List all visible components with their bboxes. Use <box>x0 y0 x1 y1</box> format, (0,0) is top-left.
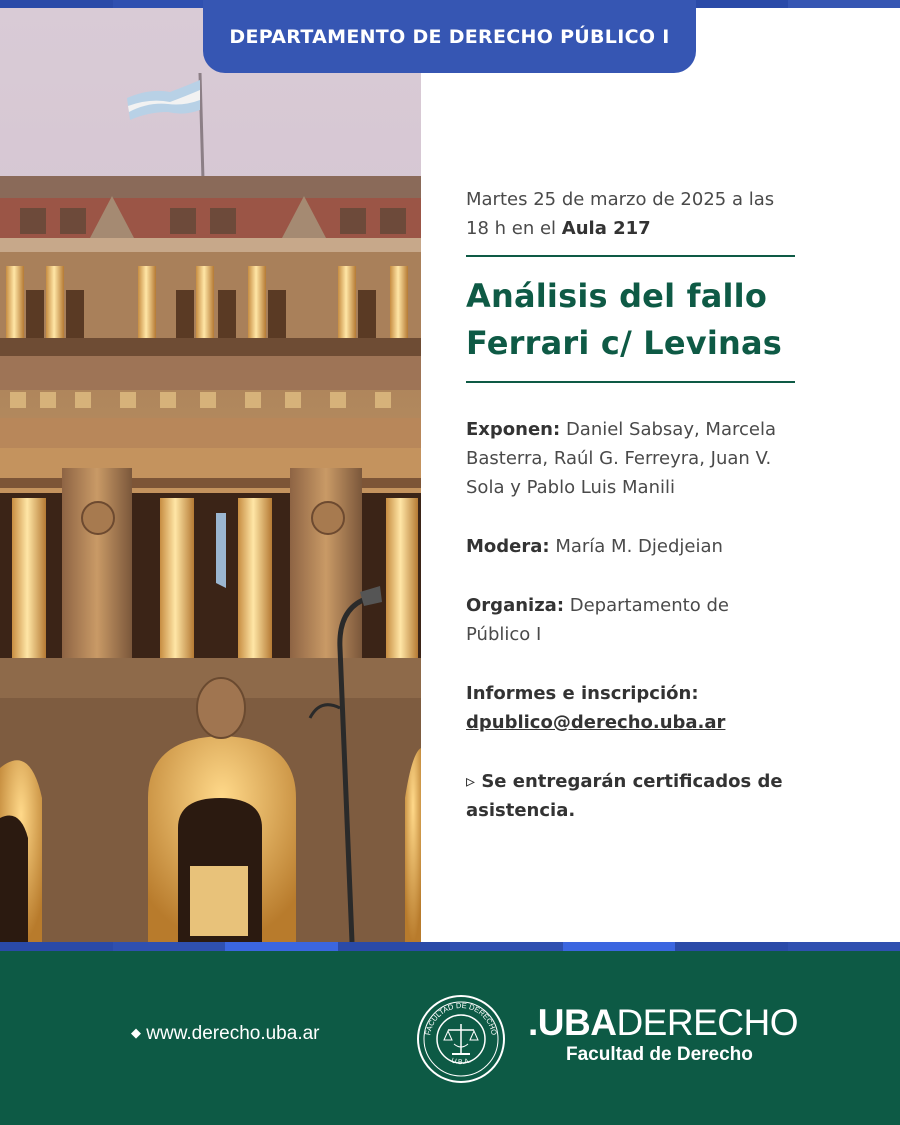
moderator-label: Modera: <box>466 536 550 557</box>
department-header-tab <box>203 0 696 73</box>
certificate-text: Se entregarán certificados de asistencia. <box>466 771 783 821</box>
diamond-bullet-icon: ◆ <box>131 1025 141 1040</box>
title-rule-bottom <box>466 381 795 383</box>
contact-email-link[interactable]: dpublico@derecho.uba.ar <box>466 712 726 733</box>
information-label: Informes e inscripción: <box>466 683 699 704</box>
brand-prefix: .UBA <box>528 1002 617 1043</box>
footer <box>0 951 900 1125</box>
organizer-label: Organiza: <box>466 595 565 616</box>
brand-name: DERECHO <box>616 1002 798 1043</box>
department-title: DEPARTAMENTO DE DERECHO PÚBLICO I <box>229 25 670 48</box>
brand-subtitle: Facultad de Derecho <box>566 1044 753 1065</box>
speakers-list: Daniel Sabsay, Marcela Basterra, Raúl G. Ferreyra, Juan V. Sola y Pablo Luis Manili <box>466 419 776 498</box>
event-date-text: Martes 25 de marzo de 2025 a las 18 h en el <box>466 189 775 239</box>
information <box>466 679 796 737</box>
speakers <box>466 415 796 502</box>
seal-bottom-text: U.B.A. <box>450 1057 472 1067</box>
event-title-line2: Ferrari c/ Levinas <box>466 324 783 362</box>
event-details-column <box>466 185 796 825</box>
website-link[interactable]: www.derecho.uba.ar <box>146 1023 320 1044</box>
seal-top-text: FACULTAD DE DERECHO <box>423 1000 499 1036</box>
moderator-name: María M. Djedjeian <box>555 536 723 557</box>
certificate-note <box>466 767 796 825</box>
event-room: Aula 217 <box>561 218 651 239</box>
brand-wordmark <box>528 1003 798 1043</box>
moderator <box>466 532 796 561</box>
title-rule-top <box>466 255 795 257</box>
faculty-seal-logo <box>416 994 506 1084</box>
speakers-label: Exponen: <box>466 419 561 440</box>
triangle-bullet-icon: ▹ <box>466 771 476 792</box>
event-date <box>466 185 796 243</box>
website <box>131 1023 320 1045</box>
uba-derecho-logo <box>528 1003 798 1066</box>
bottom-color-stripe <box>0 942 900 951</box>
event-title <box>466 273 796 367</box>
building-photo <box>0 8 421 942</box>
organizer-name: Departamento de Público I <box>466 595 729 645</box>
organizer <box>466 591 796 649</box>
event-title-line1: Análisis del fallo <box>466 277 768 315</box>
